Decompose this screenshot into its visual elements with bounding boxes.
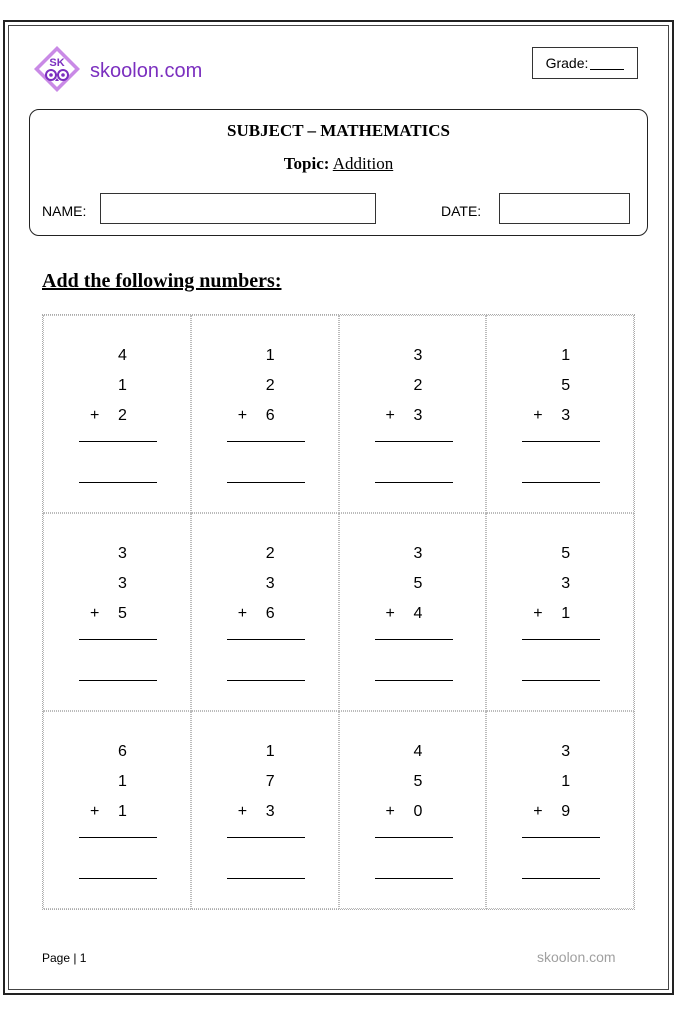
instruction-heading: Add the following numbers: — [42, 270, 282, 292]
addend-1: 6 — [118, 743, 127, 760]
problem-cell — [191, 513, 339, 711]
problem-cell — [339, 513, 487, 711]
addend-3: 2 — [118, 407, 127, 424]
answer-line[interactable] — [79, 878, 157, 879]
plus-sign: + — [385, 407, 395, 424]
topic-value: Addition — [332, 154, 394, 173]
problem-cell — [43, 711, 191, 909]
plus-sign: + — [90, 803, 100, 820]
addend-3: 1 — [561, 605, 571, 622]
addend-3: 6 — [265, 605, 275, 622]
grade-box — [532, 47, 638, 79]
answer-line[interactable] — [375, 680, 453, 681]
addend-3: 4 — [413, 605, 423, 622]
addend-2: 3 — [265, 575, 275, 592]
grade-label: Grade: — [545, 55, 589, 71]
answer-line[interactable] — [375, 878, 453, 879]
addend-3: 3 — [561, 407, 571, 424]
addend-2: 1 — [561, 773, 571, 790]
problem-cell — [486, 711, 634, 909]
sum-line — [375, 837, 453, 838]
owl-logo-icon — [32, 44, 82, 94]
plus-sign: + — [533, 407, 543, 424]
sum-line — [522, 639, 600, 640]
sum-line — [227, 639, 305, 640]
plus-sign: + — [237, 407, 248, 424]
answer-line[interactable] — [522, 482, 600, 483]
addend-3: 5 — [118, 605, 127, 622]
answer-line[interactable] — [227, 482, 305, 483]
addend-1: 3 — [413, 545, 423, 562]
name-field[interactable] — [100, 193, 376, 224]
page-number: Page | 1 — [42, 951, 87, 965]
sum-line — [79, 837, 157, 838]
addend-1: 3 — [413, 347, 423, 364]
logo-text: SK — [49, 57, 65, 69]
problem-grid — [42, 314, 635, 910]
addend-1: 2 — [265, 545, 275, 562]
addend-2: 7 — [265, 773, 275, 790]
sum-line — [522, 837, 600, 838]
answer-line[interactable] — [79, 680, 157, 681]
brand-name: skoolon.com — [90, 60, 203, 82]
problem-cell — [339, 315, 487, 513]
problem-cell — [43, 513, 191, 711]
addend-1: 1 — [561, 347, 571, 364]
addend-2: 5 — [413, 773, 423, 790]
addend-3: 9 — [561, 803, 571, 820]
addend-3: 1 — [118, 803, 127, 820]
addend-3: 0 — [413, 803, 423, 820]
answer-line[interactable] — [375, 482, 453, 483]
addend-3: 6 — [265, 407, 275, 424]
answer-line[interactable] — [522, 680, 600, 681]
topic-line — [30, 154, 647, 174]
answer-line[interactable] — [227, 878, 305, 879]
footer-brand: skoolon.com — [537, 949, 616, 965]
sum-line — [79, 441, 157, 442]
date-label: DATE: — [441, 203, 482, 219]
addend-2: 5 — [413, 575, 423, 592]
addend-1: 1 — [265, 347, 275, 364]
problem-cell — [339, 711, 487, 909]
sum-line — [375, 639, 453, 640]
addend-2: 3 — [118, 575, 127, 592]
plus-sign: + — [90, 407, 100, 424]
plus-sign: + — [385, 803, 395, 820]
sum-line — [79, 639, 157, 640]
subject-title: SUBJECT – MATHEMATICS — [227, 121, 450, 140]
problem-cell — [43, 315, 191, 513]
addend-2: 1 — [118, 773, 127, 790]
grade-blank[interactable] — [590, 57, 624, 70]
name-label: NAME: — [42, 203, 87, 219]
addend-2: 5 — [561, 377, 571, 394]
addend-2: 1 — [118, 377, 127, 394]
plus-sign: + — [385, 605, 395, 622]
plus-sign: + — [237, 803, 248, 820]
topic-label: Topic: — [283, 154, 330, 173]
problem-cell — [191, 315, 339, 513]
addend-1: 1 — [265, 743, 275, 760]
answer-line[interactable] — [522, 878, 600, 879]
plus-sign: + — [533, 605, 543, 622]
addend-2: 2 — [413, 377, 423, 394]
sum-line — [522, 441, 600, 442]
sum-line — [375, 441, 453, 442]
addend-3: 3 — [265, 803, 275, 820]
addend-1: 4 — [118, 347, 127, 364]
sum-line — [227, 441, 305, 442]
problem-cell — [191, 711, 339, 909]
plus-sign: + — [533, 803, 543, 820]
answer-line[interactable] — [227, 680, 305, 681]
addend-2: 2 — [265, 377, 275, 394]
addend-2: 3 — [561, 575, 571, 592]
addend-3: 3 — [413, 407, 423, 424]
date-field[interactable] — [499, 193, 630, 224]
addend-1: 3 — [118, 545, 127, 562]
problem-cell — [486, 513, 634, 711]
plus-sign: + — [90, 605, 100, 622]
problem-cell — [486, 315, 634, 513]
addend-1: 4 — [413, 743, 423, 760]
addend-1: 3 — [561, 743, 571, 760]
plus-sign: + — [237, 605, 248, 622]
header-box — [29, 109, 648, 236]
answer-line[interactable] — [79, 482, 157, 483]
sum-line — [227, 837, 305, 838]
addend-1: 5 — [561, 545, 571, 562]
